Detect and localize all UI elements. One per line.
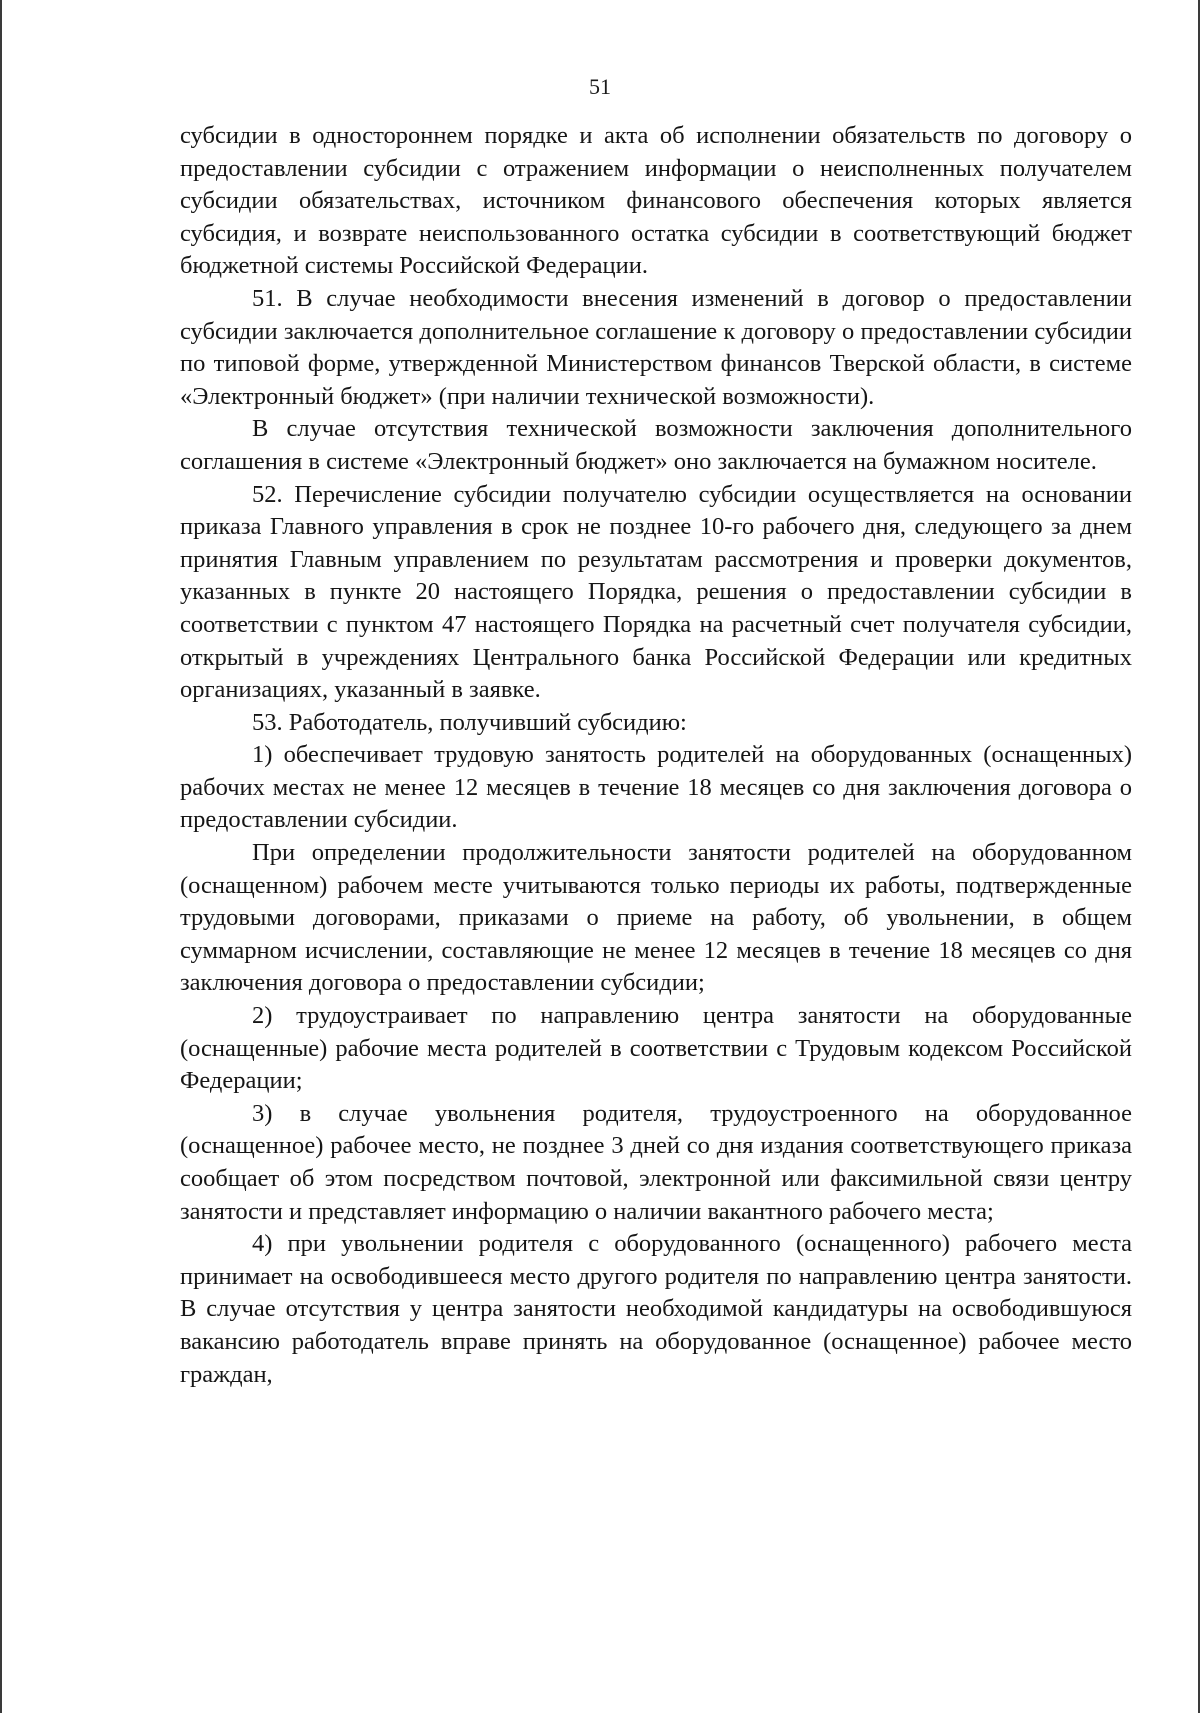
document-body [180, 120, 1132, 1391]
paragraph-clause-51-alt: В случае отсутствия технической возможности заключения дополнительного соглашения в системе «Электронный бюджет» оно заключается на бумажном носителе. [180, 415, 1132, 475]
scan-edge-left [0, 0, 2, 1713]
paragraph-item-3: 3) в случае увольнения родителя, трудоустроенного на оборудованное (оснащенное) рабочее место, не позднее 3 дней со дня издания соответствующего приказа сообщает об этом посредством почтовой, электронной или факсимильной связи центру занятости и представляет информацию о наличии вакантного рабочего места; [180, 1099, 1132, 1225]
paragraph-item-1-detail: При определении продолжительности занятости родителей на оборудованном (оснащенном) рабочем месте учитываются только периоды их работы, подтвержденные трудовыми договорами, приказами о приеме на работу, об увольнении, в общем суммарном исчислении, составляющие не менее 12 месяцев в течение 18 месяцев со дня заключения договора о предоставлении субсидии; [180, 839, 1132, 997]
paragraph-clause-52: 52. Перечисление субсидии получателю субсидии осуществляется на основании приказа Главного управления в срок не позднее 10-го рабочего дня, следующего за днем принятия Главным управлением по результатам рассмотрения и проверки документов, указанных в пункте 20 настоящего Порядка, решения о предоставлении субсидии в соответствии с пунктом 47 настоящего Порядка на расчетный счет получателя субсидии, открытый в учреждениях Центрального банка Российской Федерации или кредитных организациях, указанный в заявке. [180, 480, 1132, 704]
paragraph-clause-53: 53. Работодатель, получивший субсидию: [252, 708, 687, 736]
paragraph-continuation: субсидии в одностороннем порядке и акта об исполнении обязательств по договору о предоставлении субсидии с отражением информации о неисполненных получателем субсидии обязательствах, источником финансового обеспечения которых является субсидия, и возврате неиспользованного остатка субсидии в соответствующий бюджет бюджетной системы Российской Федерации. [180, 122, 1132, 280]
paragraph-item-1: 1) обеспечивает трудовую занятость родителей на оборудованных (оснащенных) рабочих местах не менее 12 месяцев в течение 18 месяцев со дня заключения договора о предоставлении субсидии. [180, 741, 1132, 834]
paragraph-clause-51: 51. В случае необходимости внесения изменений в договор о предоставлении субсидии заключается дополнительное соглашение к договору о предоставлении субсидии по типовой форме, утвержденной Министерством финансов Тверской области, в системе «Электронный бюджет» (при наличии технической возможности). [180, 284, 1132, 410]
paragraph-item-4: 4) при увольнении родителя с оборудованного (оснащенного) рабочего места принимает на освободившееся место другого родителя по направлению центра занятости. В случае отсутствия у центра занятости необходимой кандидатуры на освободившуюся вакансию работодатель вправе принять на оборудованное (оснащенное) рабочее место граждан, [180, 1230, 1132, 1388]
paragraph-item-2: 2) трудоустраивает по направлению центра занятости на оборудованные (оснащенные) рабочие места родителей в соответствии с Трудовым кодексом Российской Федерации; [180, 1002, 1132, 1095]
page-number: 51 [589, 74, 611, 99]
